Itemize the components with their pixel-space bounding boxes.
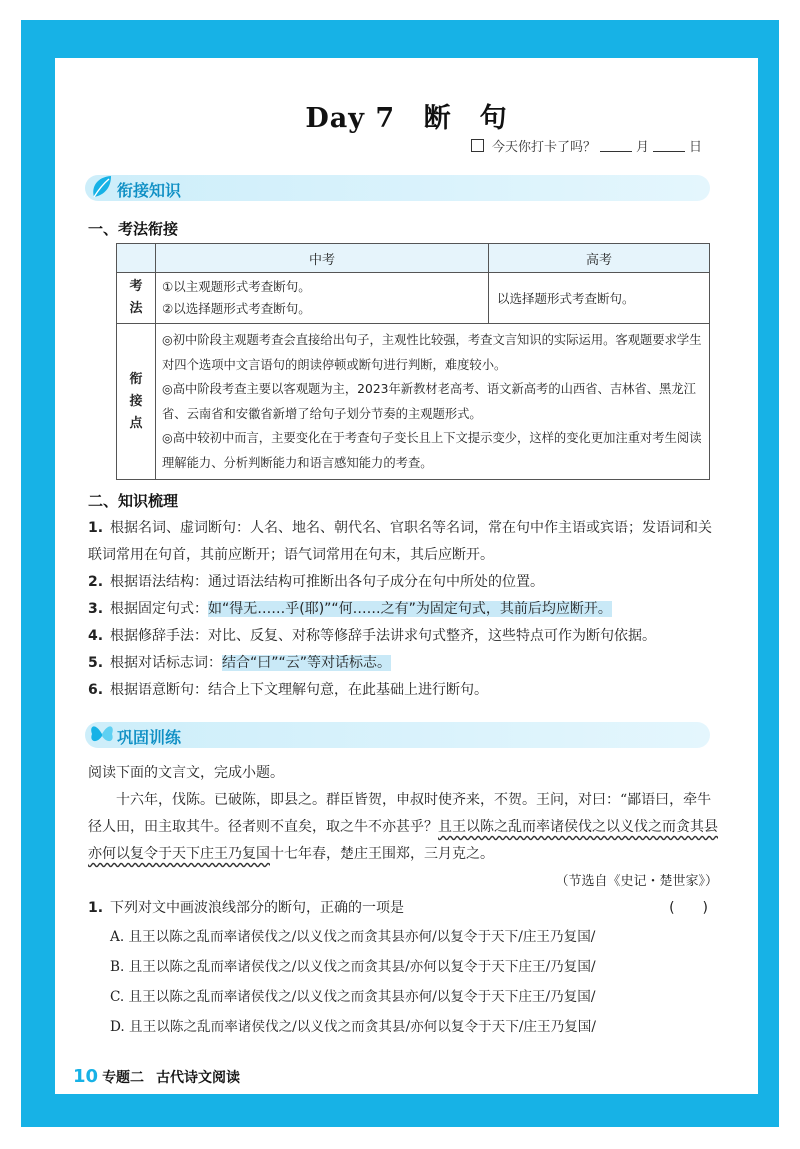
section-banner-connect (85, 175, 710, 201)
option-d[interactable]: D. 且王以陈之乱而率诸侯伐之/以义伐之而贪其县/亦何以复令于天下/庄王乃复国/ (110, 1019, 596, 1035)
banner-label: 巩固训练 (117, 728, 182, 747)
list-item: 6. 根据语意断句：结合上下文理解句意，在此基础上进行断句。 (88, 682, 488, 698)
list-item: 1. 根据名词、虚词断句：人名、地名、朝代名、官职名等名词，常在句中作主语或宾语；发语词和关联词常用在句首，其前应断开；语气词常用在句末，其后应断开。 (88, 520, 712, 563)
highlight-text: 结合“曰”“云”等对话标志。 (222, 655, 392, 671)
day-label: Day 7 (305, 103, 396, 134)
section-heading-kaofa: 一、考法衔接 (88, 220, 179, 238)
note-item: ◎高中较初中而言，主要变化在于考查句子变长且上下文提示变少，这样的变化更加注重对考生阅读理解能力、分析判断能力和语言感知能力的考查。 (162, 431, 702, 470)
footer-title: 古代诗文阅读 (156, 1070, 241, 1086)
section-heading-knowledge: 二、知识梳理 (88, 492, 179, 510)
table-corner (117, 244, 156, 273)
butterfly-icon (89, 720, 115, 748)
list-item: 2. 根据语法结构：通过语法结构可推断出各句子成分在句中所处的位置。 (88, 574, 544, 590)
day-blank[interactable] (653, 139, 685, 152)
topic-label: 断 句 (423, 103, 508, 134)
month-label: 月 (635, 140, 649, 155)
section-banner-practice (85, 722, 710, 748)
zhongkao-item: ①以主观题形式考查断句。 (162, 279, 311, 294)
month-blank[interactable] (600, 139, 632, 152)
passage-source: （节选自《史记・楚世家》） (555, 874, 718, 889)
reading-intro: 阅读下面的文言文，完成小题。 (88, 765, 284, 781)
page-number: 10 (73, 1066, 99, 1087)
list-item: 3. 根据固定句式：如“得无……乎(耶)”“何……之有”为固定句式，其前后均应断开。 (88, 601, 612, 617)
zhongkao-item: ②以选择题形式考查断句。 (162, 301, 311, 316)
banner-label: 衔接知识 (117, 181, 182, 200)
page-title (55, 96, 758, 135)
option-b[interactable]: B. 且王以陈之乱而率诸侯伐之/以义伐之而贪其县/亦何以复令于天下庄王/乃复国/ (110, 959, 596, 975)
footer-unit: 专题二 (102, 1070, 145, 1086)
row-label-kaofa: 考 法 (117, 273, 156, 324)
note-item: ◎高中阶段考查主要以客观题为主，2023年新教材老高考、语文新高考的山西省、吉林省、黑龙江省、云南省和安徽省新增了给句子划分节奏的主观题形式。 (162, 382, 696, 421)
reading-section (88, 760, 718, 1042)
comparison-table (116, 243, 710, 480)
passage: 十六年，伐陈。已破陈，即县之。群臣皆贺，申叔时使齐来，不贺。王问，对曰：“鄙语曰，牵牛径人田，田主取其牛。径者则不直矣，取之牛不亦甚乎？且王以陈之乱而率诸侯伐之以义伐之而贪其县亦何以复令于天下庄王乃复国十七年春，楚庄王围郑，三月克之。 (88, 792, 718, 862)
question: 1. 下列对文中画波浪线部分的断句，正确的一项是 ( ) (88, 895, 718, 922)
cell-notes (156, 324, 710, 480)
cell-zhongkao (156, 273, 489, 324)
leaf-icon (89, 173, 115, 201)
option-a[interactable]: A. 且王以陈之乱而率诸侯伐之/以义伐之而贪其县亦何/以复令于天下/庄王乃复国/ (110, 929, 596, 945)
knowledge-list (88, 515, 718, 704)
document-page (55, 58, 758, 1094)
page-footer (73, 1066, 240, 1087)
note-item: ◎初中阶段主观题考查会直接给出句子，主观性比较强，考查文言知识的实际运用。客观题要求学生对四个选项中文言语句的朗读停顿或断句进行判断，难度较小。 (162, 333, 702, 372)
day-label-suffix: 日 (688, 140, 702, 155)
row-label-xianjiedian: 衔 接 点 (117, 324, 156, 480)
highlight-text: 如“得无……乎(耶)”“何……之有”为固定句式，其前后均应断开。 (208, 601, 612, 617)
answer-bracket[interactable]: ( ) (669, 900, 708, 916)
checkin-label: 今天你打卡了吗？ (491, 140, 596, 155)
wavy-underline-text: 且王以陈之乱而率诸侯伐之以义伐之而贪其县亦何以复令于天下庄王乃复国 (88, 819, 718, 862)
option-c[interactable]: C. 且王以陈之乱而率诸侯伐之/以义伐之而贪其县亦何/以复令于天下庄王/乃复国/ (110, 989, 596, 1005)
list-item: 5. 根据对话标志词：结合“曰”“云”等对话标志。 (88, 655, 392, 671)
checkbox-icon[interactable] (471, 139, 484, 152)
list-item: 4. 根据修辞手法：对比、反复、对称等修辞手法讲求句式整齐，这些特点可作为断句依据。 (88, 628, 656, 644)
header-gaokao: 高考 (489, 244, 710, 273)
header-zhongkao: 中考 (156, 244, 489, 273)
checkin-line (471, 136, 702, 155)
cell-gaokao: 以选择题形式考查断句。 (489, 273, 710, 324)
